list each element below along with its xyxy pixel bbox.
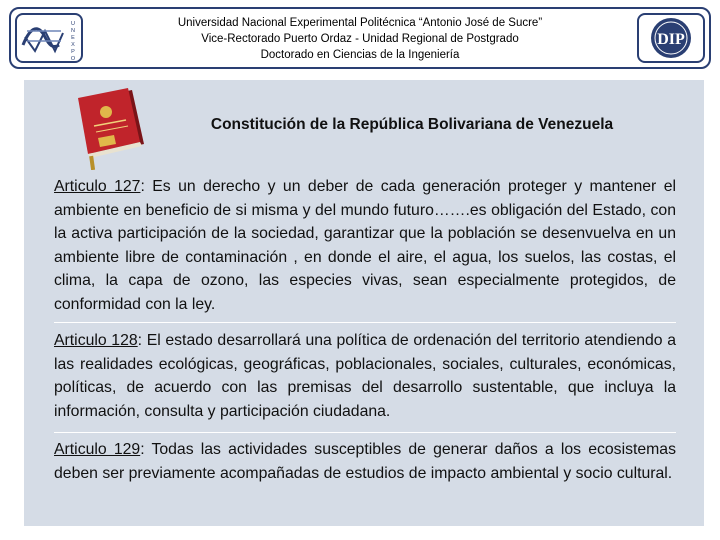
divider [54,322,676,323]
svg-text:U: U [71,21,75,27]
article-127 [54,175,676,317]
svg-text:DIP: DIP [657,31,685,48]
page-title: Constitución de la República Bolivariana de Venezuela [210,116,614,133]
svg-text:O: O [70,56,76,61]
university-name: Universidad Nacional Experimental Politécnica “Antonio José de Sucre” [177,17,543,29]
dip-seal-graphic [639,15,703,61]
unexpo-logo [15,13,83,63]
article-129 [54,438,676,485]
svg-text:E: E [71,35,75,41]
doctorate-program: Doctorado en Ciencias de la Ingeniería [260,49,460,61]
article-128-text: : El estado desarrollará una política de ordenación del territorio atendiendo a las realidades ecológicas, geográficas, poblacionales, sociales, culturales, económicas, políticas, de acuerdo con las premisas del desarrollo sustentable, que incluya la información, consulta y participación ciudadana. [54,332,677,420]
svg-text:P: P [71,49,75,55]
institution-heading [91,15,629,63]
content-panel [24,80,704,526]
unexpo-logo-graphic [17,15,81,61]
divider [54,432,676,433]
book-graphic [70,86,150,170]
article-128-ref: Articulo 128 [54,332,138,349]
svg-text:N: N [71,28,75,34]
constitution-book-icon [70,86,150,170]
article-127-ref: Articulo 127 [54,178,141,195]
header-bar [9,7,711,69]
article-128 [54,329,676,423]
dip-seal-logo [637,13,705,63]
article-129-ref: Articulo 129 [54,441,141,458]
vice-rectorate: Vice-Rectorado Puerto Ordaz - Unidad Regional de Postgrado [201,33,519,45]
article-129-text: : Todas las actividades susceptibles de generar daños a los ecosistemas deben ser previamente acompañadas de estudios de impacto ambiental y socio cultural. [54,441,676,482]
svg-text:X: X [71,42,75,48]
article-127-text: : Es un derecho y un deber de cada generación proteger y mantener el ambiente en beneficio de si misma y del mundo futuro…….es obligación del Estado, con la activa participación de la sociedad, garantizar que la población se desenvuelva en un ambiente libre de contaminación , en donde el aire, el agua, los suelos, las costas, el clima, la capa de ozono, las especies vivas, sean especialmente protegidos, de conformidad con la ley. [54,178,676,313]
